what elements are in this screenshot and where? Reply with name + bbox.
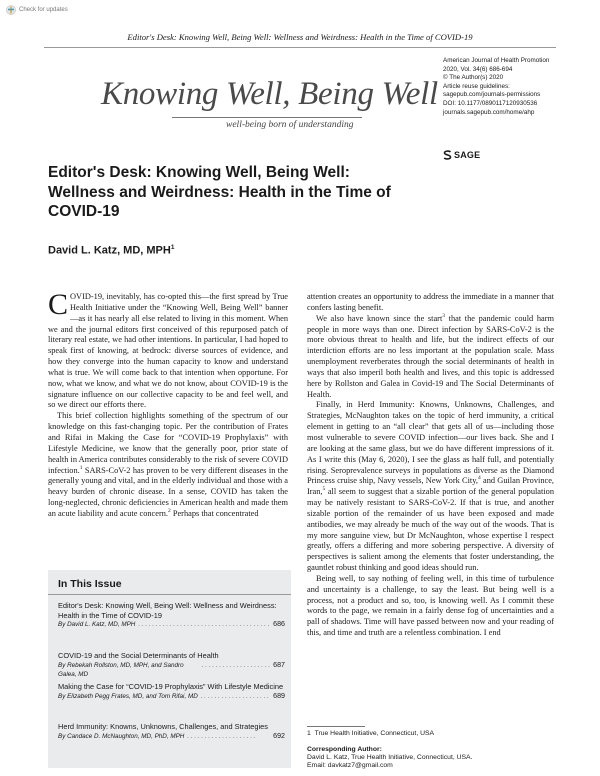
check-for-updates-label: Check for updates <box>19 7 68 13</box>
leader-dots: . . . . . . . . . . . . . . . . . . . . . . . . . . . . . . . . . . . . . . <box>138 621 270 629</box>
article-title: Editor's Desk: Knowing Well, Being Well: Wellness and Weirdness: Health in the Time of COVID-19 <box>48 164 391 220</box>
doi-link[interactable]: DOI: 10.1177/0890117120930536 <box>443 99 538 107</box>
paragraph <box>307 314 554 401</box>
in-this-issue-heading: In This Issue <box>58 578 122 590</box>
issue-entry-page: 687 <box>273 660 285 669</box>
issue-entry[interactable] <box>58 682 285 701</box>
issue-entry-title: Herd Immunity: Knowns, Unknowns, Challenges, and Strategies <box>58 722 268 731</box>
journal-metadata <box>443 57 583 117</box>
issue-entry[interactable] <box>58 722 285 741</box>
in-this-issue-box <box>48 570 291 768</box>
paragraph-text: Perhaps that concentrated <box>170 508 259 518</box>
column-tagline: well-being born of understanding <box>226 120 354 130</box>
header-rule <box>44 47 556 48</box>
corresponding-author-block <box>307 746 557 771</box>
footnote-mark: 1 <box>307 730 311 737</box>
issue-entry[interactable] <box>58 651 285 679</box>
leader-dots: . . . . . . . . . . . . . . . . . . . . <box>187 732 256 740</box>
issue-entry-title: Editor's Desk: Knowing Well, Being Well: Wellness and Weirdness: Health in the Time of COVID-19 <box>58 601 277 620</box>
paragraph-text: We also have known since the start <box>316 313 443 323</box>
sage-mark-icon <box>443 150 452 160</box>
paragraph-text: SARS-CoV-2 has proven to be very different diseases in the generally young and vital, and in the elderly individual and those with a heavy burden of chronic disease. In a sense, COVID has taken the long-neglected, chronic deficiencies in American health and made them an acute liability and acute concern. <box>48 465 288 518</box>
corresponding-author-address: David L. Katz, True Health Initiative, Connecticut, USA. <box>307 754 473 762</box>
permissions-link[interactable]: sagepub.com/journals-permissions <box>443 91 541 99</box>
body-column-left <box>48 288 288 520</box>
paragraph-text: that the pandemic could harm people in more ways than one. Direct infection by SARS-CoV-2 is the more obvious threat to health and life, but the indirect effects of our interdiction efforts are no less important at the population scale. Mass unemployment reverberates through the social determinants of health in ways that also imperil both health and lives, and this topic is addressed here by Rollston and Galea in Covid-19 and The Social Determinants of Health. <box>307 313 554 399</box>
paragraph <box>48 288 288 411</box>
check-for-updates-badge[interactable] <box>6 4 68 16</box>
issue-entry-authors: By Candace D. McNaughton, MD, PhD, MPH <box>58 732 185 740</box>
paragraph <box>48 411 288 519</box>
paragraph: Being well, to say nothing of feeling well, in this time of turbulence and uncertainty is a challenge, to say the least. But being well is a process, not a product and so, too, is knowing well. As I commit these words to the page, we remain in a fairly dense fog of uncertainties and a pall of shadows. Time will have passed between now and your reading of this, and time and truth are a relentless combination. I end <box>307 573 554 638</box>
drop-cap: C <box>48 288 69 321</box>
corresponding-author-label: Corresponding Author: <box>307 746 382 753</box>
author-affiliation-mark: 1 <box>170 244 175 251</box>
reuse-guidelines-label: Article reuse guidelines: <box>443 82 510 90</box>
issue-entry-title: Making the Case for “COVID-19 Prophylaxis” With Lifestyle Medicine <box>58 682 284 691</box>
journal-home-link[interactable]: journals.sagepub.com/home/ahp <box>443 108 535 116</box>
corresponding-author-email[interactable]: Email: davkatz7@gmail.com <box>307 762 393 770</box>
issue-entry-authors: By Elizabeth Pegg Frates, MD, and Tom Rifai, MD <box>58 692 198 700</box>
copyright-line: © The Author(s) 2020 <box>443 74 504 82</box>
body-column-right <box>307 292 554 639</box>
box-rule <box>48 594 291 595</box>
logo-rule <box>172 117 362 118</box>
crossmark-icon <box>6 5 16 15</box>
paragraph: attention creates an opportunity to address the immediate in a manner that confers lasting benefit. <box>307 292 554 312</box>
issue-entry-page: 686 <box>273 620 285 629</box>
citation-mark[interactable]: 4 <box>477 475 481 482</box>
paragraph-text: and Guilan Province, Iran, <box>307 476 554 497</box>
affiliation-footnote <box>307 730 434 737</box>
publisher-logo <box>443 150 480 160</box>
citation-mark[interactable]: 5 <box>322 486 326 493</box>
issue-entry-authors: By Rebekah Rollston, MD, MPH, and Sandro Galea, MD <box>58 661 184 678</box>
footnote-text: True Health Initiative, Connecticut, USA <box>314 730 435 737</box>
citation-mark[interactable]: 2 <box>168 508 171 515</box>
paragraph-text: Finally, in Herd Immunity: Knowns, Unknowns, Challenges, and Strategies, McNaughton takes on the topic of herd immunity, a critical element in getting to an “all clear” that gets all of us—including those most vulnerable to severe COVID infection—our lives back. She and I are looking at the same glass, but we do have different impressions of it. As I write this (May 6, 2020), I see the glass as half full, and potentially rising. Seroprevalence surveys in populations as diverse as the Diamond Princess cruise ship, Navy vessels, New York City, <box>307 400 554 486</box>
journal-volume: 2020, Vol. 34(6) 686-694 <box>443 65 513 73</box>
author-name: David L. Katz, MD, MPH <box>48 244 171 257</box>
issue-entry-authors: By David L. Katz, MD, MPH <box>58 621 136 629</box>
footnote-rule <box>307 726 365 727</box>
issue-entry-page: 689 <box>273 691 285 700</box>
issue-entry[interactable] <box>58 601 285 629</box>
paragraph-text: all seem to suggest that a sizable portion of the general population may be natively resistant to SARS-CoV-2. If that is true, and another sizable portion of the remainder of us have been exposed and made antibodies, we may already be much of the way out of the woods. That is my more sanguine view, but Dr McNaughton, whose expertise I respect greatly, offers a differing and more sobering perspective. A diversity of perspectives is salient among the elements that foster understanding, the gauntlet robust thinking and good ideas should run. <box>307 487 554 573</box>
leader-dots: . . . . . . . . . . . . . . . . . . . . <box>201 661 271 669</box>
running-head: Editor's Desk: Knowing Well, Being Well: Wellness and Weirdness: Health in the Time of COVID-19 <box>127 32 473 42</box>
publisher-name: SAGE <box>454 150 481 160</box>
paragraph-text: OVID-19, inevitably, has co-opted this—the first spread by True Health Initiative under the “Knowing Well, Being Well” banner—as it has nearly all else related to living in this moment. When we and the journal editors first conceived of this repurposed patch of literary real estate, we had other intentions. In particular, I had hoped to speak first of knowing, at bedrock: diverse sources of evidence, and how they converge into the human capacity to know and understand what is true. We will come back to that intention when opportune. For now, what we know, and what we do not know, about COVID-19 is the signature influence on our collective capacity to be and feel well, and so we direct our efforts there. <box>48 292 288 410</box>
leader-dots: . . . . . . . . . . . . . . . . . . . . <box>200 692 269 700</box>
column-logo: Knowing Well, Being Well <box>101 76 438 112</box>
author-line <box>48 244 174 257</box>
citation-mark[interactable]: 1 <box>79 464 83 471</box>
issue-entry-page: 692 <box>273 731 285 740</box>
paragraph <box>307 400 554 574</box>
journal-name: American Journal of Health Promotion <box>443 57 550 64</box>
issue-entry-title: COVID-19 and the Social Determinants of Health <box>58 651 219 660</box>
paragraph-text: This brief collection highlights something of the spectrum of our knowledge on this fast-changing topic. Per the contribution of Frates and Rifai in Making the Case for “COVID-19 Prophylaxis” with Lifestyle Medicine, we know that the generally poor, prior state of health in America contributes considerably to the risk of severe COVID infection. <box>48 411 288 475</box>
citation-mark[interactable]: 3 <box>442 312 446 319</box>
